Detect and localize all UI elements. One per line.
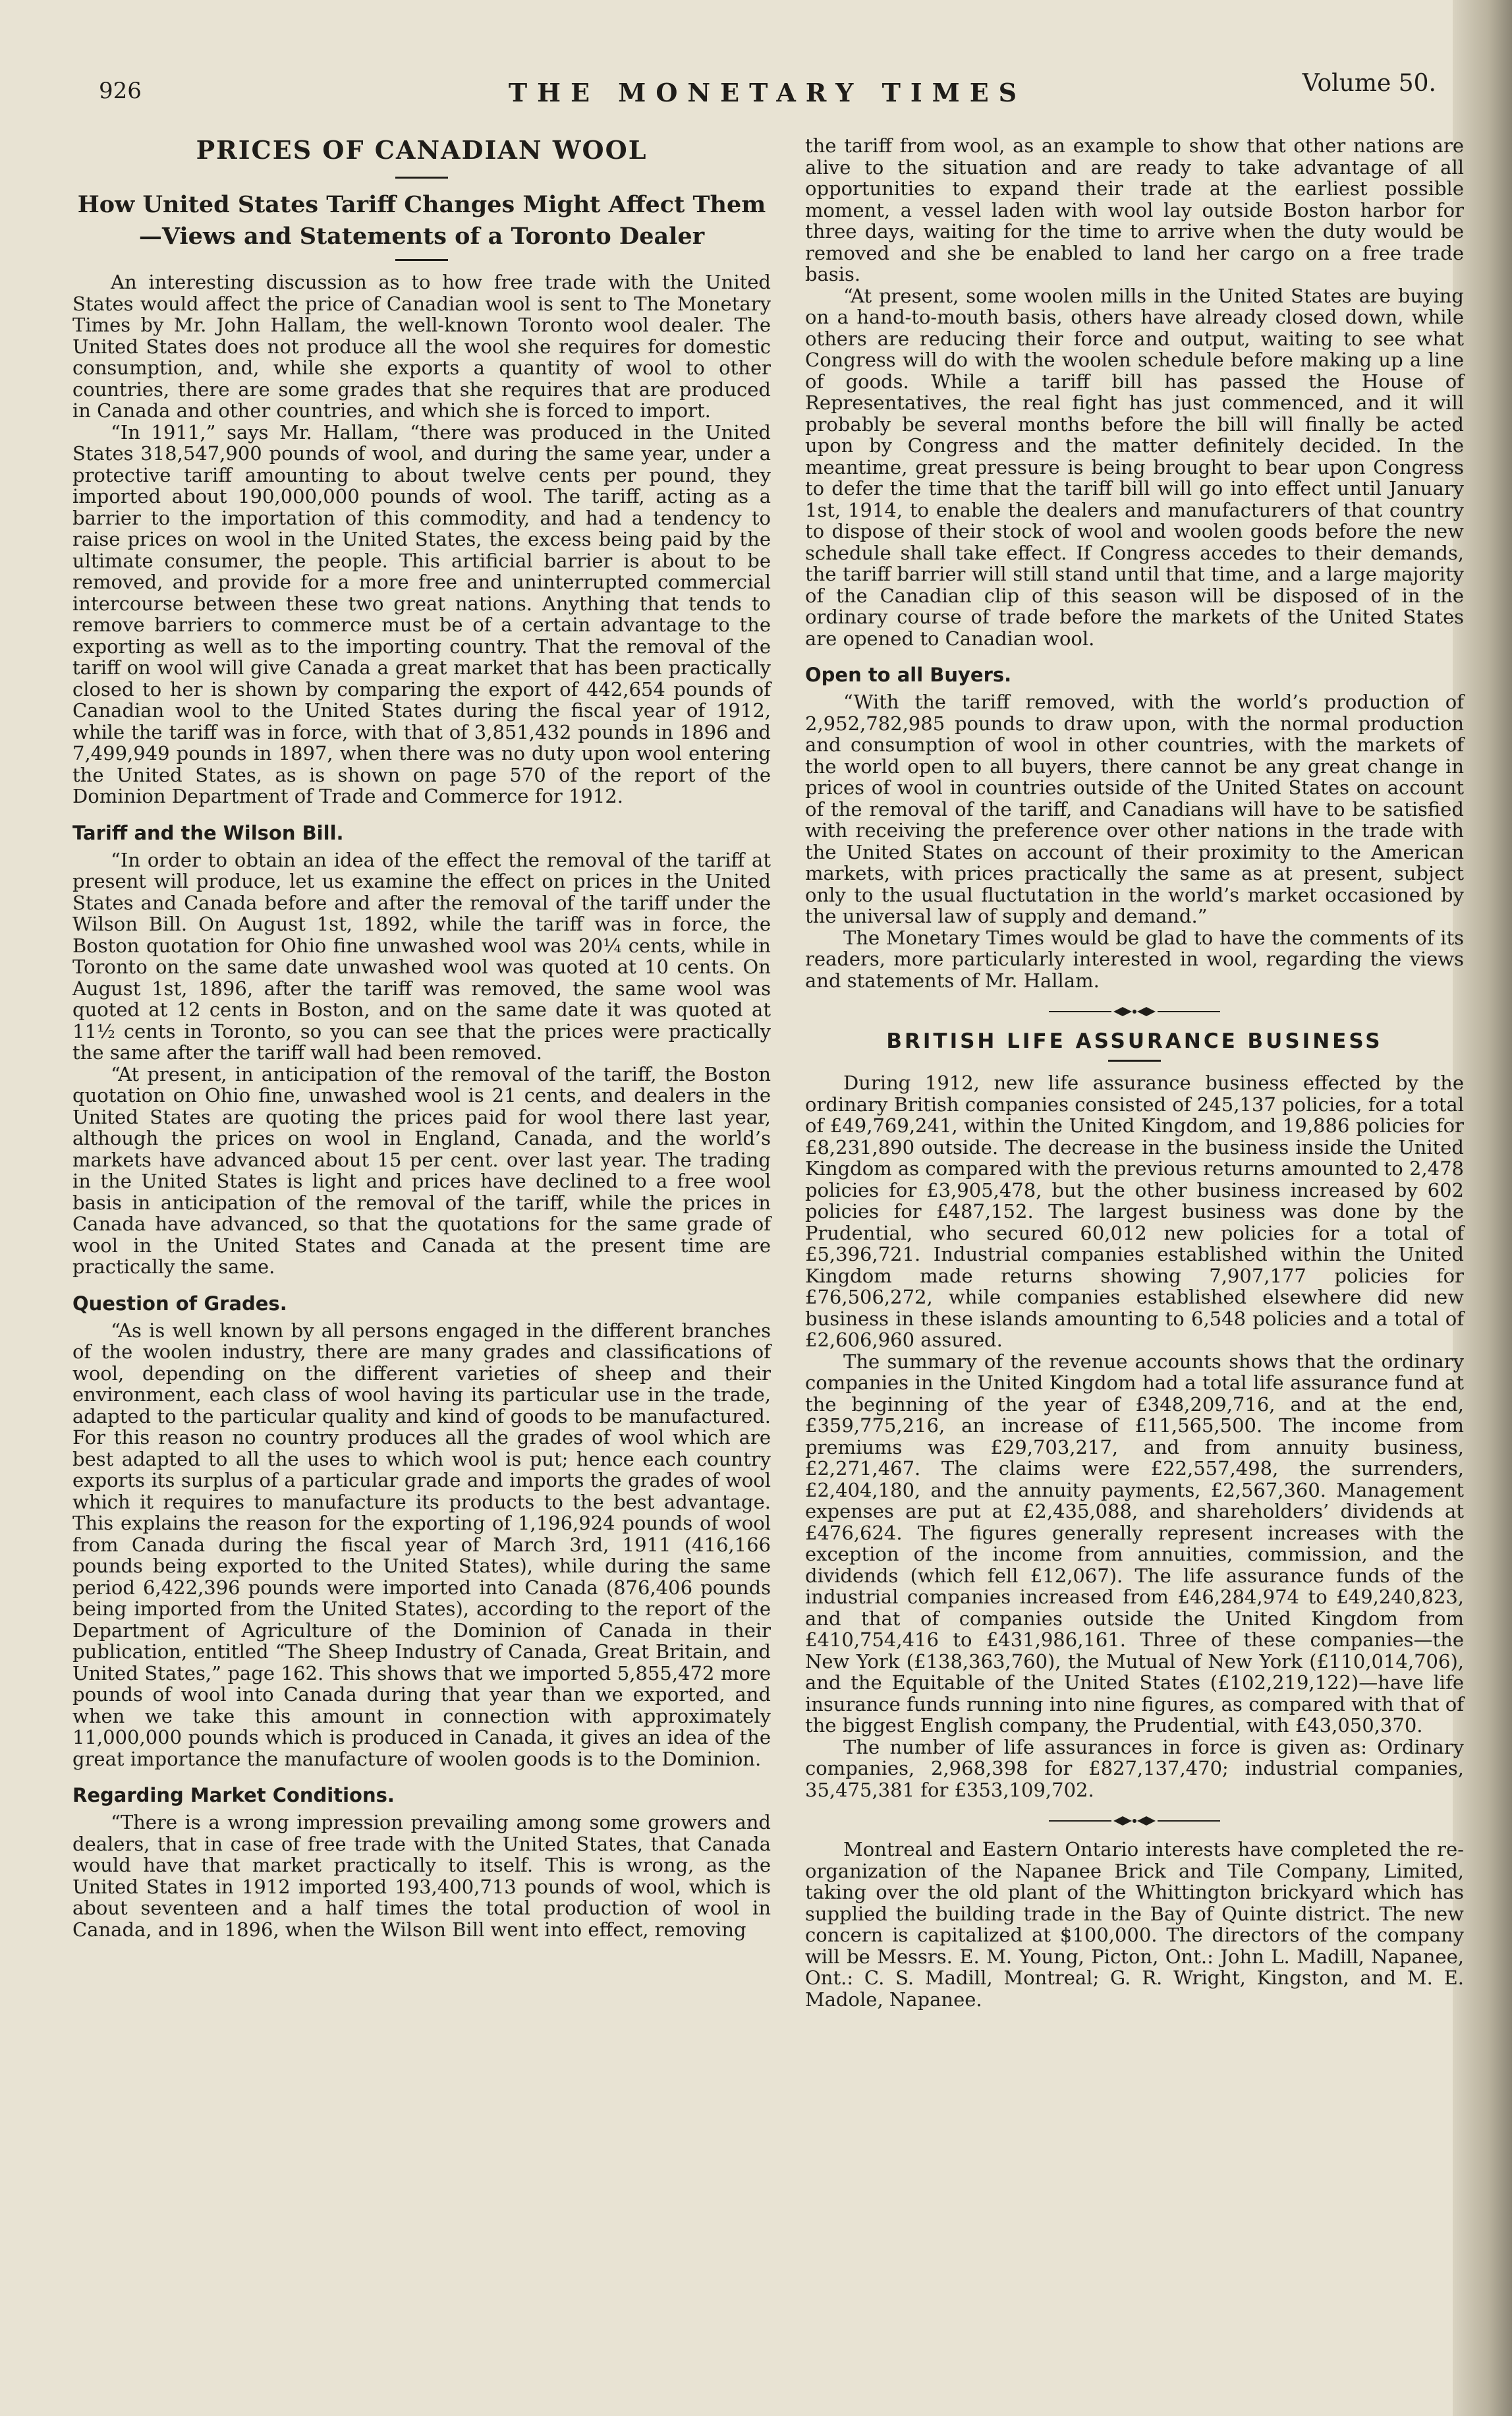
page-number: 926: [99, 78, 142, 104]
paragraph: “In order to obtain an idea of the effect the removal of the tariff at present will produce, let us examine the effect on prices in the United States and Canada before and after the removal of the tariff under the Wilson Bill. On August 1st, 1892, while the tariff was in force, the Boston quotation for Ohio fine unwashed wool was 20¼ cents, while in Toronto on the same date unwashed wool was quoted at 10 cents. On August 1st, 1896, after the tariff was removed, the same wool was quoted at 12 cents in Boston, and on the same date it was quoted at 11½ cents in Toronto, so you can see that the prices were practically the same after the tariff wall had been removed.: [72, 848, 771, 1064]
paragraph: The number of life assurances in force is given as: Ordinary companies, 2,968,398 for £827,137,470; industrial companies, 35,475,381 for £353,109,702.: [805, 1735, 1464, 1801]
ornament-divider: [1049, 1004, 1220, 1019]
section-heading: Regarding Market Conditions.: [72, 1784, 395, 1806]
paragraph: the tariff from wool, as an example to show that other nations are alive to the situation and are ready to take advantage of all opportunities to expand their trade at the earliest possible moment, a vessel laden with wool lay outside Boston harbor for three days, waiting for the time to arrive when the duty would be removed and she be enabled to land her cargo on a free trade basis.: [805, 134, 1464, 285]
paragraph: “There is a wrong impression prevailing among some growers and dealers, that in case of free trade with the United States, that Canada would have that market practically to itself. This is wrong, as the United States in 1912 imported 193,400,713 pounds of wool, which is about seventeen and a half times the total production of wool in Canada, and in 1896, when the Wilson Bill went into effect, removing: [72, 1811, 771, 1941]
volume-label: Volume 50.: [1302, 70, 1436, 97]
title-rule: [1108, 1060, 1161, 1062]
ornament-divider: [1049, 1814, 1220, 1828]
left-column: [72, 135, 771, 1940]
section-heading: Question of Grades.: [72, 1292, 287, 1315]
article-subtitle-line-2: —Views and Statements of a Toronto Dealer: [138, 223, 705, 250]
section-heading: Tariff and the Wilson Bill.: [72, 821, 344, 844]
article-title: PRICES OF CANADIAN WOOL: [196, 135, 648, 165]
subtitle-rule: [395, 259, 448, 261]
paragraph: “At present, in anticipation of the removal of the tariff, the Boston quotation on Ohio fine, unwashed wool is 21 cents, and dealers in the United States are quoting the prices paid for wool there last year, although the prices on wool in England, Canada, and the world’s markets have advanced about 15 per cent. over last year. The trading in the United States is light and prices have declined to a free wool basis in anticipation of the removal of the tariff, while the prices in Canada have advanced, so that the quotations for the same grade of wool in the United States and Canada at the present time are practically the same.: [72, 1062, 771, 1278]
paragraph: “As is well known by all persons engaged in the different branches of the woolen industry, there are many grades and classifications of wool, depending on the different varieties of sheep and their environment, each class of wool having its particular use in the trade, adapted to the particular quality and kind of goods to be manufactured. For this reason no country produces all the grades of wool which are best adapted to all the uses to which wool is put; hence each country exports its surplus of a particular grade and imports the grades of wool which it requires to manufacture its products to the best advantage. This explains the reason for the exporting of 1,196,924 pounds of wool from Canada during the fiscal year of March 3rd, 1911 (416,166 pounds being exported to the United States), while during the same period 6,422,396 pounds were imported into Canada (876,406 pounds being imported from the United States), according to the report of the Department of Agriculture of the Dominion of Canada in their publication, entitled “The Sheep Industry of Canada, Great Britain, and United States,” page 162. This shows that we imported 5,855,472 more pounds of wool into Canada during that year than we exported, and when we take this amount in connection with approximately 11,000,000 pounds which is produced in Canada, it gives an idea of the great importance the manufacture of woolen goods is to the Dominion.: [72, 1319, 771, 1770]
running-header: [99, 70, 1436, 117]
paragraph: “In 1911,” says Mr. Hallam, “there was produced in the United States 318,547,900 pounds of wool, and during the same year, under a protective tariff amounting to about twelve cents per pound, they imported about 190,000,000 pounds of wool. The tariff, acting as a barrier to the importation of this commodity, and had a tendency to raise prices on wool in the United States, the excess being paid by the ultimate consumer, the people. This artificial barrier is about to be removed, and provide for a more free and uninterrupted commercial intercourse between these two great nations. Anything that tends to remove barriers to commerce must be of a certain advantage to the exporting as well as to the importing country. That the removal of the tariff on wool will give Canada a great market that has been practically closed to her is shown by comparing the export of 442,654 pounds of Canadian wool to the United States during the fiscal year of 1912, while the tariff was in force, with that of 3,851,432 pounds in 1896 and 7,499,949 pounds in 1897, when there was no duty upon wool entering the United States, as is shown on page 570 of the report of the Dominion Department of Trade and Commerce for 1912.: [72, 420, 771, 807]
paragraph: Montreal and Eastern Ontario interests have completed the re-organization of the Napanee Brick and Tile Company, Limited, taking over the old plant of the Whittington brickyard which has supplied the building trade in the Bay of Quinte district. The new concern is capitalized at $100,000. The directors of the company will be Messrs. E. M. Young, Picton, Ont.: John L. Madill, Napanee, Ont.: C. S. Madill, Montreal; G. R. Wright, Kingston, and M. E. Madole, Napanee.: [805, 1838, 1464, 2011]
life-assurance-title: BRITISH LIFE ASSURANCE BUSINESS: [886, 1029, 1383, 1053]
paragraph: The Monetary Times would be glad to have the comments of its readers, more particularly interested in wool, regarding the views and statements of Mr. Hallam.: [805, 926, 1464, 992]
publication-title: THE MONETARY TIMES: [508, 78, 1027, 107]
article-subtitle: [72, 189, 771, 252]
paragraph: An interesting discussion as to how free trade with the United States would affect the price of Canadian wool is sent to The Monetary Times by Mr. John Hallam, the well-known Toronto wool dealer. The United States does not produce all the wool she requires for domestic consumption, and, while she exports a quantity of wool to other countries, there are some grades that she requires that are produced in Canada and other countries, and which she is forced to import.: [72, 271, 771, 422]
paragraph: “At present, some woolen mills in the United States are buying on a hand-to-mouth basis, others have already closed down, while others are reducing their force and output, waiting to see what Congress will do with the woolen schedule before making up a line of goods. While a tariff bill has passed the House of Representatives, the real fight has just commenced, and it will probably be several months before the bill will finally be acted upon by Congress and the matter definitely decided. In the meantime, great pressure is being brought to bear upon Congress to defer the time that the tariff bill will go into effect until January 1st, 1914, to enable the dealers and manufacturers of that country to dispose of their stock of wool and woolen goods before the new schedule shall take effect. If Congress accedes to their demands, the tariff barrier will still stand until that time, and a large majority of the Canadian clip of this season will be disposed of in the ordinary course of trade before the markets of the United States are opened to Canadian wool.: [805, 284, 1464, 650]
title-rule: [395, 177, 448, 179]
paragraph: The summary of the revenue accounts shows that the ordinary companies in the United Kingdom had a total life assurance fund at the beginning of the year of £348,209,716, and at the end, £359,775,216, an increase of £11,565,500. The income from premiums was £29,703,217, and from annuity business, £2,271,467. The claims were £22,557,498, the surrenders, £2,404,180, and the annuity payments, £2,567,360. Management expenses are put at £2,435,088, and shareholders’ dividends at £476,624. The figures generally represent increases with the exception of the income from annuities, commission, and the dividends (which fell £12,067). The life assurance funds of the industrial companies increased from £46,284,974 to £49,240,823, and that of companies outside the United Kingdom from £410,754,416 to £431,986,161. Three of these companies—the New York (£138,363,760), the Mutual of New York (£110,014,706), and the Equitable of the United States (£102,219,122)—have life insurance funds running into nine figures, as compared with that of the biggest English company, the Prudential, with £43,050,370.: [805, 1350, 1464, 1737]
section-heading: Open to all Buyers.: [805, 664, 1012, 686]
paragraph: “With the tariff removed, with the world’s production of 2,952,782,985 pounds to draw upon, with the normal production and consumption of wool in other countries, with the markets of the world open to all buyers, there cannot be any great change in prices of wool in countries outside of the United States on account of the removal of the tariff, and Canadians will have to be satisfied with receiving the preference over other nations in the trade with the United States on account of their proximity to the American markets, with prices practically the same as at present, subject only to the usual fluctutation in the world’s market occasioned by the universal law of supply and demand.”: [805, 691, 1464, 927]
right-column: [805, 135, 1464, 2010]
paragraph: During 1912, new life assurance business effected by the ordinary British companies consisted of 245,137 policies, for a total of £49,769,241, within the United Kingdom, and 19,886 policies for £8,231,890 outside. The decrease in the business inside the United Kingdom as compared with the previous returns amounted to 2,478 policies for £3,905,478, but the other business increased by 602 policies for £487,152. The largest business was done by the Prudential, who secured 60,012 new policies for a total of £5,396,721. Industrial companies established within the United Kingdom made returns showing 7,907,177 policies for £76,506,272, while companies established elsewhere did new business in these islands amounting to 6,548 policies and a total of £2,606,960 assured.: [805, 1072, 1464, 1351]
article-subtitle-line-1: How United States Tariff Changes Might Affect Them: [77, 191, 766, 218]
